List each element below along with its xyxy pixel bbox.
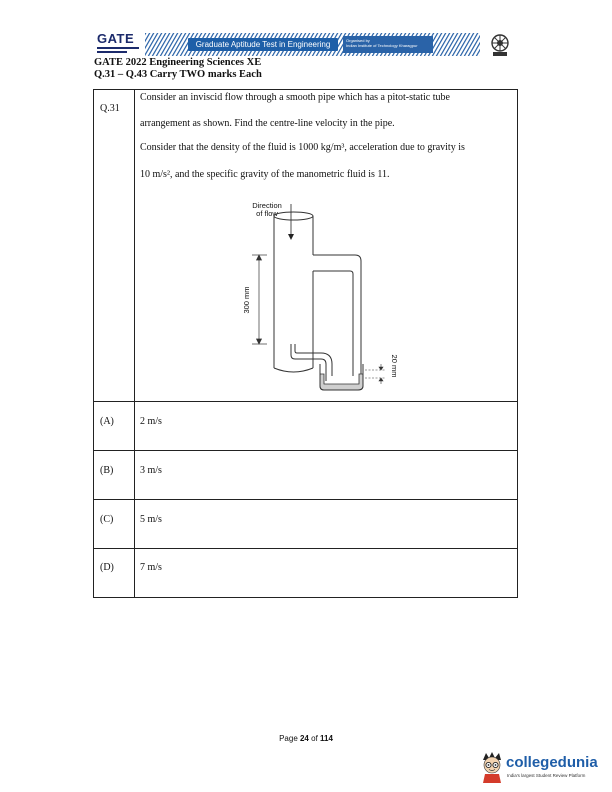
gate-logo-text: GATE (97, 31, 135, 46)
static-tube (313, 255, 361, 381)
option-c-label: (C) (100, 514, 114, 525)
option-b-text: 3 m/s (140, 465, 162, 476)
page-middle: of (308, 734, 321, 743)
collegedunia-logo (478, 748, 608, 784)
page-current: 24 (299, 734, 309, 743)
manometer-label: 20 mm (390, 354, 399, 378)
pitot-tube (291, 344, 332, 381)
option-c-text: 5 m/s (140, 514, 162, 525)
question-line-1: Consider an inviscid flow through a smooth pipe which has a pitot-static tube (140, 92, 450, 103)
flow-direction-label-2: of flow (256, 209, 278, 218)
exam-title: GATE 2022 Engineering Sciences XE (94, 57, 262, 68)
option-a-text: 2 m/s (140, 416, 162, 427)
iit-emblem-icon (489, 33, 511, 57)
gate-logo (97, 32, 143, 58)
table-column-divider (134, 90, 135, 597)
option-a-label: (A) (100, 416, 114, 427)
logo-underline (97, 51, 127, 53)
page-number (0, 734, 612, 743)
pitot-tube-figure (225, 198, 400, 398)
header-banner (145, 33, 480, 56)
question-line-4: 10 m/s², and the specific gravity of the manometric fluid is 11. (140, 169, 390, 180)
height-dimension (252, 255, 267, 344)
manometer-dimension (365, 364, 385, 384)
flow-direction-label-1: Direction (252, 201, 282, 210)
brand-tagline: India's largest Student Review Platform (507, 773, 586, 778)
question-line-3: Consider that the density of the fluid is 1000 kg/m³, acceleration due to gravity is (140, 142, 465, 153)
logo-underline (97, 47, 139, 49)
height-label: 300 mm (242, 286, 251, 314)
brand-name: collegedunia (506, 754, 598, 771)
organizer-name: Indian Institute of Technology Kharagpur (346, 43, 418, 48)
banner-title: Graduate Aptitude Test in Engineering (188, 38, 338, 51)
section-title: Q.31 – Q.43 Carry TWO marks Each (94, 69, 262, 80)
table-row-divider (94, 499, 517, 500)
mascot-icon (478, 750, 506, 784)
option-d-text: 7 m/s (140, 562, 162, 573)
flow-arrow-icon (288, 204, 294, 240)
main-pipe (274, 212, 313, 372)
table-row-divider (94, 548, 517, 549)
page-prefix: Page (279, 734, 300, 743)
page-total: 114 (320, 734, 333, 743)
question-number: Q.31 (100, 103, 120, 114)
banner-organizer (343, 36, 433, 53)
question-line-2: arrangement as shown. Find the centre-line velocity in the pipe. (140, 118, 395, 129)
option-d-label: (D) (100, 562, 114, 573)
organized-by-label: Organised by (346, 38, 370, 43)
table-row-divider (94, 450, 517, 451)
table-row-divider (94, 401, 517, 402)
option-b-label: (B) (100, 465, 114, 476)
